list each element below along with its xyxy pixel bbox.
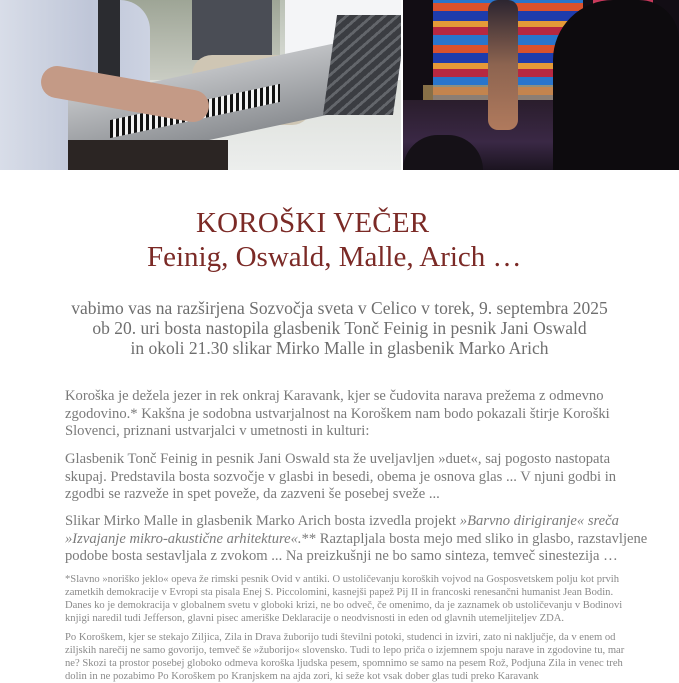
paragraph-line: zgodovino.* Kakšna je sodobna ustvarjalnost na Koroškem nam bodo pokazali štirje Koroški	[65, 405, 610, 422]
photo-music-stand	[323, 15, 401, 115]
paragraph-line: podobe bosta sestavljala z zvokom ... Na preizkušnji ne bo samo sinteza, temveč sinestezija …	[65, 548, 618, 564]
project-title-2: »Izvajanje mikro-akustične arhitekture«.	[65, 530, 302, 547]
header-photos	[0, 0, 679, 170]
project-description: ** Raztapljala bosta mejo med sliko in glasbo, razstavljene	[301, 530, 648, 547]
keyboard-player-photo	[0, 0, 401, 170]
project-paragraph	[65, 513, 648, 566]
invitation-line: vabimo vas na razširjena Sozvočja sveta v Celico v torek, 9. septembra 2025	[71, 298, 608, 318]
paragraph-line: Koroška je dežela jezer in rek onkraj Karavank, kjer se čudovita narava prežema z odmevno	[65, 388, 604, 404]
footnote-line: dolin in ne pozabimo Po Koroškem po Kranjskem na ajda zori, ki seže kot vsak dober glas tudi preko Karavank	[65, 671, 539, 682]
photo-performer	[488, 0, 518, 130]
footnote-line: ne? Skozi ta prostor posebej globoko odmeva koroška ljudska pesem, spomnimo se samo na pesem Rož, Podjuna Zila in venec treh	[65, 658, 623, 669]
page-title: KOROŠKI VEČER	[196, 207, 430, 239]
footnote-nature	[65, 631, 625, 683]
photo-audience-silhouette	[553, 0, 679, 170]
footnote-line: knjigi naredil tudi Jefferson, glavni pisec ameriške Deklaracije o neodvisnosti in eden od glavnih utemeljiteljev ZDA.	[65, 613, 565, 624]
invitation-line: in okoli 21.30 slikar Mirko Malle in glasbenik Marko Arich	[130, 338, 549, 358]
project-title-1: »Barvno dirigiranje« sreča	[459, 513, 619, 529]
page-subtitle: Feinig, Oswald, Malle, Arich …	[147, 241, 522, 273]
paragraph-line: skupaj. Predstavila bosta sozvočje v glasbi in besedi, obema je osnova glas ... V njuni godbi in	[65, 468, 617, 485]
paragraph-line: Slovenci, priznani ustvarjalci v umetnosti in kulturi:	[65, 423, 370, 439]
footnote-line: ziljskih narečij ne samo govorijo, temveč še »žuborijo« slovensko. Tudi to lepo priča o izjemnem spoju narave in zgodovine tu, mar	[65, 645, 625, 656]
footnote-line: Po Koroškem, kjer se stekajo Ziljica, Zila in Drava žuborijo tudi številni potoki, studenci in izviri, zato ni naključje, da v enem od	[65, 632, 616, 643]
stained-glass-performance-photo	[403, 0, 679, 170]
paragraph-line	[65, 530, 648, 549]
invitation-block	[0, 298, 679, 358]
project-intro-text: Slikar Mirko Malle in glasbenik Marko Arich bosta izvedla projekt	[65, 513, 460, 529]
footnote-line: zametkih demokracije v Evropi sta pisala Enej S. Piccolomini, kasnejši papež Pij II in francoski renesančni humanist Jean Bodin.	[65, 587, 614, 598]
paragraph-line: Glasbenik Tonč Feinig in pesnik Jani Oswald sta že uveljavljen »duet«, saj pogosto nastopata	[65, 451, 611, 467]
photo-second-person	[192, 0, 272, 60]
invitation-line: ob 20. uri bosta nastopila glasbenik Tonč Feinig in pesnik Jani Oswald	[92, 318, 587, 338]
footnote-history	[65, 573, 625, 625]
duet-paragraph	[65, 451, 625, 504]
paragraph-line	[65, 513, 625, 531]
footnote-line: Danes ko je demokracija v globalnem svetu v globoki krizi, ne bo odveč, če omenimo, da je zaznamek ob ustoličevanju v Bodinovi	[65, 600, 623, 611]
intro-paragraph	[65, 388, 625, 441]
paragraph-line: zgodbi se razveže in spet poveže, da zazveni še posebej sveže ...	[65, 486, 440, 502]
footnote-line: *Slavno »noriško jeklo« opeva že rimski pesnik Ovid v antiki. O ustoličevanju koroških vojvod na Gosposvetskem polju kot prvih	[65, 574, 620, 585]
photo-keyboard-base	[68, 140, 228, 170]
